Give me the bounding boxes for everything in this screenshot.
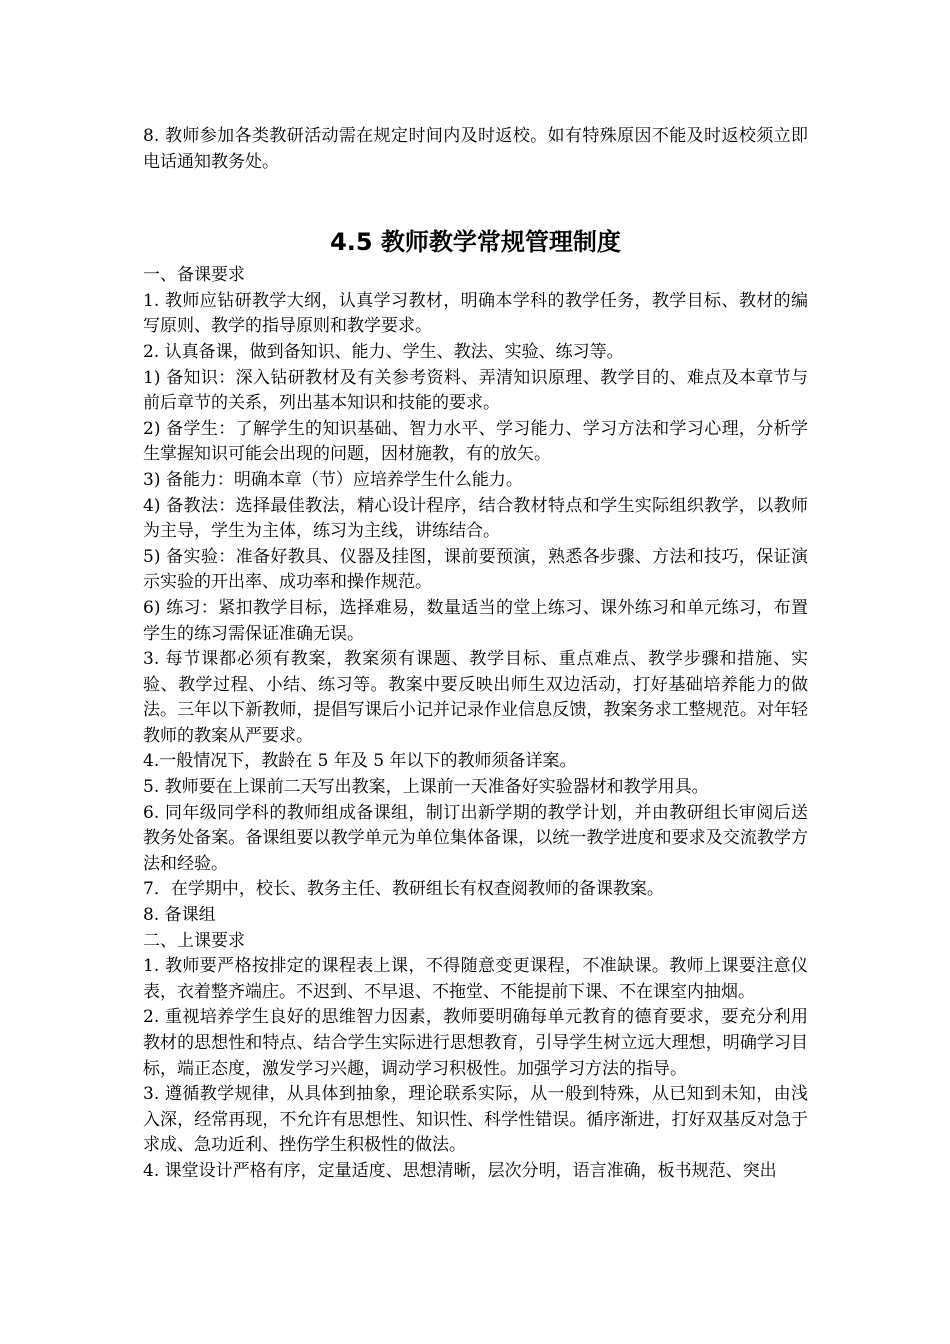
paragraph: 4. 课堂设计严格有序，定量适度、思想清晰，层次分明，语言准确，板书规范、突出 [143,1160,777,1181]
paragraph: 5) 备实验：准备好教具、仪器及挂图，课前要预演，熟悉各步骤、方法和技巧，保证演示实验的开出率、成功率和操作规范。 [143,546,808,593]
paragraph: 4.一般情况下，教龄在 5 年及 5 年以下的教师须备详案。 [143,751,577,772]
top-paragraph: 8. 教师参加各类教研活动需在规定时间内及时返校。如有特殊原因不能及时返校须立即电话通知教务处。 [143,126,808,172]
paragraph: 6) 练习：紧扣教学目标，选择难易，数量适当的堂上练习、课外练习和单元练习，布置学生的练习需保证准确无误。 [143,597,808,644]
section-body [143,263,808,1184]
spacer [143,175,808,227]
paragraph: 2. 重视培养学生良好的思维智力因素，教师要明确每单元教育的德育要求，要充分利用教材的思想性和特点、结合学生实际进行思想教育，引导学生树立远大理想，明确学习目标，端正态度，激发学习兴趣，调动学习积极性。加强学习方法的指导。 [143,1007,808,1079]
paragraph: 7．在学期中，校长、教务主任、教研组长有权查阅教师的备课教案。 [143,879,664,900]
paragraph: 4) 备教法：选择最佳教法，精心设计程序，结合教材特点和学生实际组织教学，以教师为主导，学生为主体，练习为主线，讲练结合。 [143,495,808,542]
paragraph: 2. 认真备课，做到备知识、能力、学生、教法、实验、练习等。 [143,341,624,362]
document-body [143,124,808,1185]
heading-class-requirements: 二、上课要求 [143,930,245,951]
paragraph: 2) 备学生：了解学生的知识基础、智力水平、学习能力、学习方法和学习心理，分析学生掌握知识可能会出现的问题，因材施教，有的放矢。 [143,418,808,465]
paragraph: 1. 教师应钻研教学大纲，认真学习教材，明确本学科的教学任务，教学目标、教材的编写原则、教学的指导原则和教学要求。 [143,290,808,337]
heading-lesson-prep: 一、备课要求 [143,265,245,286]
paragraph: 5. 教师要在上课前二天写出教案，上课前一天准备好实验器材和教学用具。 [143,777,709,798]
paragraph: 1. 教师要严格按排定的课程表上课，不得随意变更课程，不准缺课。教师上课要注意仪表，衣着整齐端庄。不迟到、不早退、不拖堂、不能提前下课、不在课室内抽烟。 [143,956,808,1002]
paragraph: 3. 每节课都必须有教案，教案须有课题、教学目标、重点难点、教学步骤和措施、实验、教学过程、小结、练习等。教案中要反映出师生双边活动，打好基础培养能力的做法。三年以下新教师，提倡写课后小记并记录作业信息反馈，教案务求工整规范。对年轻教师的教案从严要求。 [143,649,808,746]
paragraph: 3. 遵循教学规律，从具体到抽象，理论联系实际，从一般到特殊，从已知到未知，由浅入深，经常再现，不允许有思想性、知识性、科学性错误。循序渐进，打好双基反对急于求成、急功近利、挫伤学生积极性的做法。 [143,1084,808,1156]
paragraph: 6. 同年级同学科的教师组成备课组，制订出新学期的教学计划，并由教研组长审阅后送教务处备案。备课组要以教学单元为单位集体备课，以统一教学进度和要求及交流教学方法和经验。 [143,802,808,874]
paragraph: 3) 备能力：明确本章（节）应培养学生什么能力。 [143,469,523,490]
paragraph: 1) 备知识：深入钻研教材及有关参考资料、弄清知识原理、教学目的、难点及本章节与前后章节的关系，列出基本知识和技能的要求。 [143,367,808,414]
section-title: 4.5 教师教学常规管理制度 [330,228,621,257]
paragraph: 8. 备课组 [143,905,216,926]
